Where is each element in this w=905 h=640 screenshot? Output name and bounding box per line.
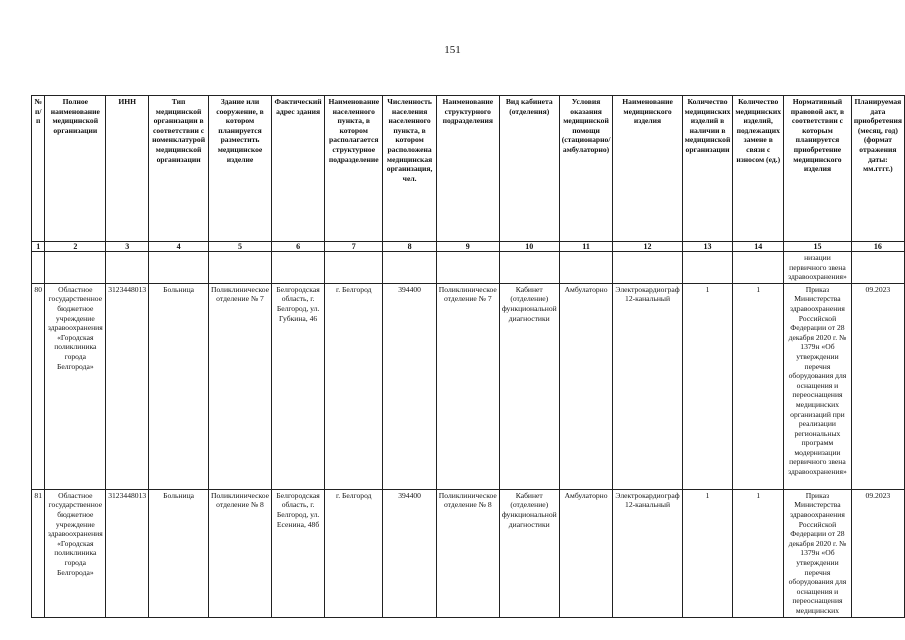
column-number: 4: [149, 242, 209, 252]
column-number: 9: [436, 242, 499, 252]
organization-name: Областное государственное бюджетное учреждение здравоохранения «Городская поликлиника города Белгорода»: [45, 489, 106, 617]
page-number: 151: [444, 44, 461, 56]
header-cell: Полное наименование медицинской организации: [45, 96, 106, 242]
column-number-row: [32, 242, 905, 252]
column-number: 8: [383, 242, 436, 252]
table-row: [32, 489, 905, 617]
equipment-table: [31, 95, 905, 618]
column-number: 2: [45, 242, 106, 252]
address: Белгородская область, г. Белгород, ул. Есенина, 48б: [272, 489, 325, 617]
column-number: 16: [851, 242, 904, 252]
header-cell: Количество медицинских изделий в наличии в медицинской организации: [682, 96, 733, 242]
header-cell: Численность населения населенного пункта, в котором расположена медицинская организация, чел.: [383, 96, 436, 242]
header-cell: Количество медицинских изделий, подлежащих замене в связи с износом (ед.): [733, 96, 784, 242]
column-number: 1: [32, 242, 45, 252]
subdivision: Поликлиническое отделение № 8: [436, 489, 499, 617]
header-cell: Вид кабинета (отделения): [499, 96, 559, 242]
column-number: 11: [559, 242, 613, 252]
row-number: 80: [32, 283, 45, 489]
quantity-to-replace: 1: [733, 283, 784, 489]
building: Поликлиническое отделение № 8: [208, 489, 271, 617]
organization-type: Больница: [149, 489, 209, 617]
column-number: 3: [106, 242, 149, 252]
building: Поликлиническое отделение № 7: [208, 283, 271, 489]
care-conditions: Амбулаторно: [559, 489, 613, 617]
column-number: 7: [325, 242, 383, 252]
device-name: Электрокардиограф 12-канальный: [613, 283, 682, 489]
organization-type: Больница: [149, 283, 209, 489]
column-number: 15: [784, 242, 852, 252]
population: 394400: [383, 489, 436, 617]
header-cell: Условия оказания медицинской помощи (стационарно/ амбулаторно): [559, 96, 613, 242]
header-cell: ИНН: [106, 96, 149, 242]
continuation-row: [32, 252, 905, 284]
quantity-available: 1: [682, 489, 733, 617]
cabinet: Кабинет (отделение) функциональной диагностики: [499, 283, 559, 489]
column-number: 13: [682, 242, 733, 252]
care-conditions: Амбулаторно: [559, 283, 613, 489]
cabinet: Кабинет (отделение) функциональной диагностики: [499, 489, 559, 617]
column-number: 5: [208, 242, 271, 252]
column-number: 14: [733, 242, 784, 252]
locality: г. Белгород: [325, 283, 383, 489]
header-row: [32, 96, 905, 242]
header-cell: Нормативный правовой акт, в соответствии с которым планируется приобретение медицинского изделия: [784, 96, 852, 242]
inn: 3123448013: [106, 283, 149, 489]
column-number: 12: [613, 242, 682, 252]
legal-act: Приказ Министерства здравоохранения Российской Федерации от 28 декабря 2020 г. № 1379н «Об утверждении перечня оборудования для оснащения и переоснащения медицинских организаций при реализации региональных программ модернизации первичного звена здравоохранения»: [784, 283, 852, 489]
column-number: 6: [272, 242, 325, 252]
inn: 3123448013: [106, 489, 149, 617]
planned-date: 09.2023: [851, 489, 904, 617]
legal-act: Приказ Министерства здравоохранения Российской Федерации от 28 декабря 2020 г. № 1379н «Об утверждении перечня оборудования для оснащения и переоснащения медицинских: [784, 489, 852, 617]
address: Белгородская область, г. Белгород, ул. Губкина, 46: [272, 283, 325, 489]
continuation-text: низации первичного звена здравоохранения»: [784, 252, 852, 284]
header-cell: № п/п: [32, 96, 45, 242]
header-cell: Фактический адрес здания: [272, 96, 325, 242]
population: 394400: [383, 283, 436, 489]
header-cell: Наименование населенного пункта, в котором располагается структурное подразделение: [325, 96, 383, 242]
locality: г. Белгород: [325, 489, 383, 617]
header-cell: Тип медицинской организации в соответствии с номенклатурой медицинской организации: [149, 96, 209, 242]
quantity-to-replace: 1: [733, 489, 784, 617]
header-cell: Наименование медицинского изделия: [613, 96, 682, 242]
planned-date: 09.2023: [851, 283, 904, 489]
quantity-available: 1: [682, 283, 733, 489]
device-name: Электрокардиограф 12-канальный: [613, 489, 682, 617]
organization-name: Областное государственное бюджетное учреждение здравоохранения «Городская поликлиника города Белгорода»: [45, 283, 106, 489]
table-row: [32, 283, 905, 489]
header-cell: Планируемая дата приобретения (месяц, год) (формат отражения даты: мм.гггг.): [851, 96, 904, 242]
header-cell: Наименование структурного подразделения: [436, 96, 499, 242]
subdivision: Поликлиническое отделение № 7: [436, 283, 499, 489]
column-number: 10: [499, 242, 559, 252]
row-number: 81: [32, 489, 45, 617]
header-cell: Здание или сооружение, в котором планируется разместить медицинское изделие: [208, 96, 271, 242]
